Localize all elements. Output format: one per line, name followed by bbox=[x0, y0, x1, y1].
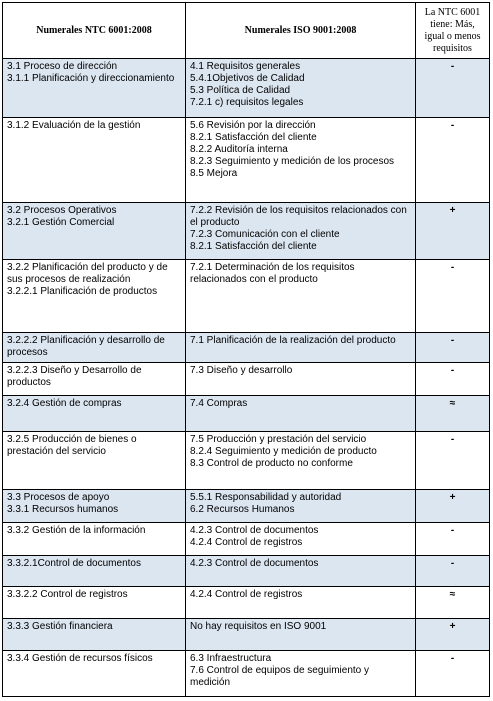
table-row bbox=[3, 118, 490, 203]
ntc-item: 3.3.3 Gestión financiera bbox=[7, 621, 113, 632]
table-row bbox=[3, 523, 490, 556]
iso-item: 4.1 Requisitos generales bbox=[190, 61, 301, 72]
iso-item: 7.4 Compras bbox=[190, 398, 248, 409]
iso-item: 7.6 Control de equipos de seguimiento y medición bbox=[190, 665, 370, 688]
table-row bbox=[3, 556, 490, 587]
ntc-cell bbox=[3, 260, 186, 333]
comparison-symbol: - bbox=[416, 363, 490, 396]
iso-item: 4.2.3 Control de documentos bbox=[190, 525, 319, 536]
table-header-row bbox=[3, 3, 490, 59]
ntc-item: 3.2.1 Gestión Comercial bbox=[7, 217, 115, 228]
iso-item: 8.5 Mejora bbox=[190, 168, 238, 179]
header-comparison: La NTC 6001 tiene: Más, igual o menos requisitos bbox=[416, 3, 490, 59]
ntc-cell bbox=[3, 523, 186, 556]
comparison-table bbox=[2, 2, 490, 697]
iso-item: 5.4.1Objetivos de Calidad bbox=[190, 73, 305, 84]
ntc-item: 3.2 Procesos Operativos bbox=[7, 205, 117, 216]
ntc-cell bbox=[3, 363, 186, 396]
iso-item: 6.3 Infraestructura bbox=[190, 653, 272, 664]
iso-cell bbox=[186, 396, 416, 432]
iso-item: 7.5 Producción y prestación del servicio bbox=[190, 434, 367, 445]
iso-cell bbox=[186, 363, 416, 396]
table-row bbox=[3, 59, 490, 118]
iso-cell bbox=[186, 490, 416, 523]
ntc-cell bbox=[3, 587, 186, 619]
ntc-item: 3.3.2.1Control de documentos bbox=[7, 558, 141, 569]
iso-cell bbox=[186, 619, 416, 651]
comparison-symbol: - bbox=[416, 523, 490, 556]
ntc-item: 3.3.1 Recursos humanos bbox=[7, 504, 119, 515]
iso-cell bbox=[186, 203, 416, 260]
comparison-symbol: - bbox=[416, 432, 490, 490]
comparison-symbol: - bbox=[416, 260, 490, 333]
header-ntc: Numerales NTC 6001:2008 bbox=[3, 3, 186, 59]
table-row bbox=[3, 490, 490, 523]
iso-cell bbox=[186, 118, 416, 203]
ntc-cell bbox=[3, 490, 186, 523]
iso-cell bbox=[186, 651, 416, 697]
table-row bbox=[3, 587, 490, 619]
iso-cell bbox=[186, 556, 416, 587]
table-row bbox=[3, 396, 490, 432]
ntc-item: 3.3 Procesos de apoyo bbox=[7, 492, 110, 503]
table-row bbox=[3, 619, 490, 651]
comparison-symbol: - bbox=[416, 59, 490, 118]
ntc-cell bbox=[3, 432, 186, 490]
table-row bbox=[3, 203, 490, 260]
iso-item: 7.3 Diseño y desarrollo bbox=[190, 365, 293, 376]
ntc-item: 3.2.5 Producción de bienes o prestación del servicio bbox=[7, 434, 137, 457]
table-row bbox=[3, 333, 490, 363]
comparison-symbol: + bbox=[416, 619, 490, 651]
iso-cell bbox=[186, 59, 416, 118]
ntc-item: 3.3.2 Gestión de la información bbox=[7, 525, 146, 536]
header-iso: Numerales ISO 9001:2008 bbox=[186, 3, 416, 59]
ntc-cell bbox=[3, 118, 186, 203]
comparison-symbol: - bbox=[416, 651, 490, 697]
ntc-item: 3.2.2.3 Diseño y Desarrollo de productos bbox=[7, 365, 142, 388]
iso-item: 5.3 Política de Calidad bbox=[190, 85, 291, 96]
iso-item: 8.2.2 Auditoría interna bbox=[190, 144, 288, 155]
iso-item: 5.6 Revisión por la dirección bbox=[190, 120, 316, 131]
iso-item: 4.2.4 Control de registros bbox=[190, 537, 303, 548]
iso-cell bbox=[186, 333, 416, 363]
comparison-symbol: - bbox=[416, 118, 490, 203]
table-row bbox=[3, 432, 490, 490]
iso-item: 7.2.3 Comunicación con el cliente bbox=[190, 229, 340, 240]
iso-item: 7.2.2 Revisión de los requisitos relacionados con el producto bbox=[190, 205, 407, 228]
table-row bbox=[3, 363, 490, 396]
iso-item: 4.2.3 Control de documentos bbox=[190, 558, 319, 569]
ntc-cell bbox=[3, 651, 186, 697]
iso-item: 8.2.4 Seguimiento y medición de producto bbox=[190, 446, 377, 457]
ntc-item: 3.1.1 Planificación y direccionamiento bbox=[7, 73, 175, 84]
ntc-item: 3.1 Proceso de dirección bbox=[7, 61, 118, 72]
ntc-item: 3.1.2 Evaluación de la gestión bbox=[7, 120, 141, 131]
iso-item: No hay requisitos en ISO 9001 bbox=[190, 621, 327, 632]
ntc-item: 3.2.4 Gestión de compras bbox=[7, 398, 122, 409]
ntc-cell bbox=[3, 556, 186, 587]
ntc-item: 3.3.4 Gestión de recursos físicos bbox=[7, 653, 153, 664]
comparison-symbol: + bbox=[416, 203, 490, 260]
iso-item: 8.2.1 Satisfacción del cliente bbox=[190, 132, 317, 143]
table-row bbox=[3, 260, 490, 333]
comparison-symbol: ≈ bbox=[416, 587, 490, 619]
iso-item: 7.1 Planificación de la realización del producto bbox=[190, 335, 396, 346]
iso-cell bbox=[186, 523, 416, 556]
ntc-item: 3.2.2.2 Planificación y desarrollo de procesos bbox=[7, 335, 165, 358]
comparison-symbol: ≈ bbox=[416, 396, 490, 432]
ntc-cell bbox=[3, 333, 186, 363]
ntc-item: 3.2.2.1 Planificación de productos bbox=[7, 286, 158, 297]
iso-cell bbox=[186, 432, 416, 490]
ntc-cell bbox=[3, 396, 186, 432]
iso-item: 5.5.1 Responsabilidad y autoridad bbox=[190, 492, 342, 503]
ntc-item: 3.3.2.2 Control de registros bbox=[7, 589, 128, 600]
ntc-cell bbox=[3, 59, 186, 118]
iso-item: 7.2.1 Determinación de los requisitos relacionados con el producto bbox=[190, 262, 355, 285]
iso-item: 8.2.3 Seguimiento y medición de los procesos bbox=[190, 156, 395, 167]
iso-item: 4.2.4 Control de registros bbox=[190, 589, 303, 600]
iso-item: 8.3 Control de producto no conforme bbox=[190, 458, 353, 469]
ntc-cell bbox=[3, 619, 186, 651]
iso-cell bbox=[186, 260, 416, 333]
iso-cell bbox=[186, 587, 416, 619]
ntc-item: 3.2.2 Planificación del producto y de sus procesos de realización bbox=[7, 262, 168, 285]
table-row bbox=[3, 651, 490, 697]
ntc-cell bbox=[3, 203, 186, 260]
comparison-symbol: + bbox=[416, 490, 490, 523]
iso-item: 8.2.1 Satisfacción del cliente bbox=[190, 241, 317, 252]
comparison-symbol: - bbox=[416, 333, 490, 363]
iso-item: 6.2 Recursos Humanos bbox=[190, 504, 295, 515]
iso-item: 7.2.1 c) requisitos legales bbox=[190, 97, 304, 108]
comparison-symbol: - bbox=[416, 556, 490, 587]
